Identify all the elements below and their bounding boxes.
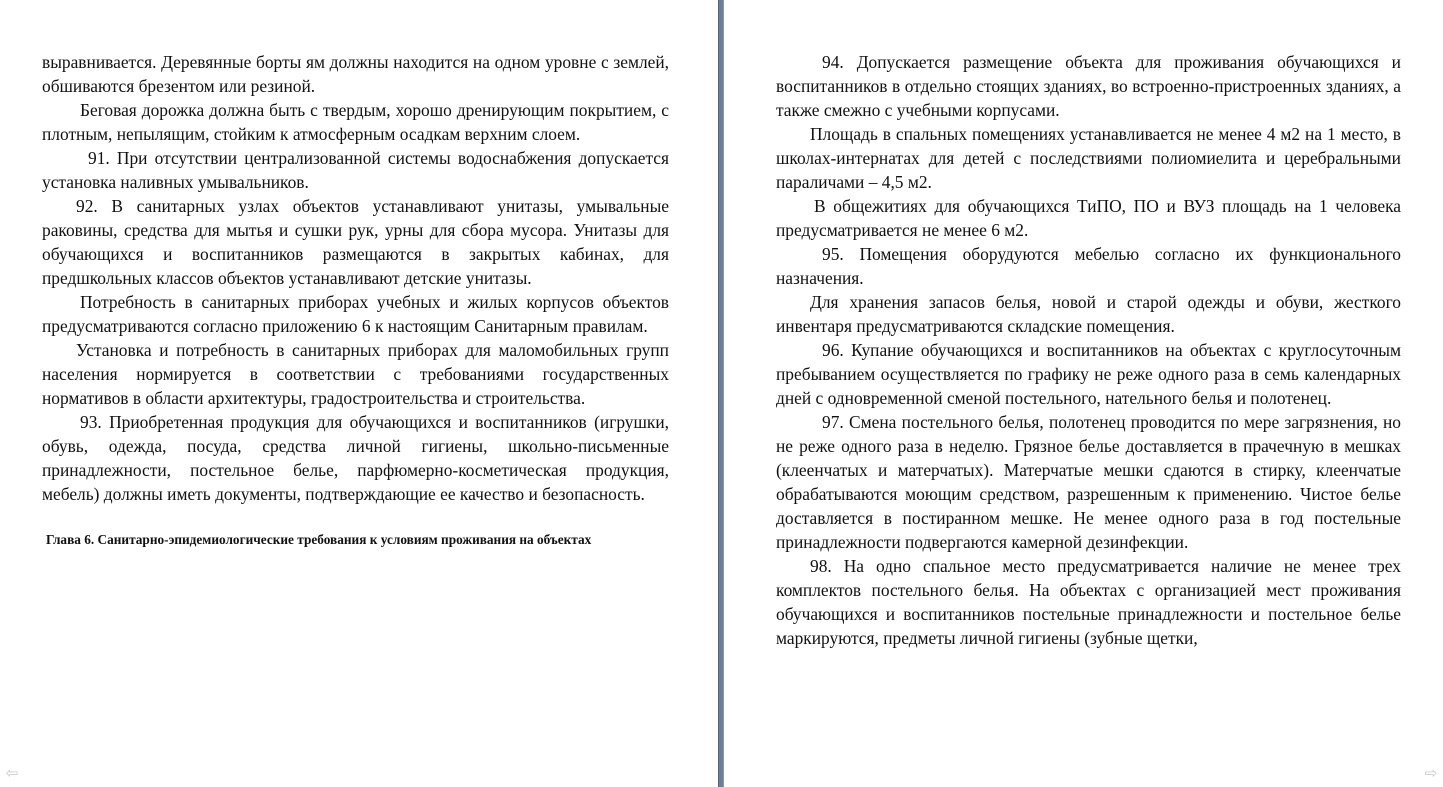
- right-page: [724, 0, 1443, 787]
- left-page-text: [42, 50, 669, 549]
- paragraph: Установка и потребность в санитарных приборах для маломобильных групп населения нормируется в соответствии с требованиями государственных нормативов в области архитектуры, градостроительства и строительства.: [42, 340, 669, 408]
- paragraph: В общежитиях для обучающихся ТиПО, ПО и ВУЗ площадь на 1 человека предусматривается не менее 6 м2.: [776, 196, 1401, 240]
- paragraph: 91. При отсутствии централизованной системы водоснабжения допускается установка наливных умывальников.: [42, 148, 669, 192]
- paragraph: 92. В санитарных узлах объектов устанавливают унитазы, умывальные раковины, средства для мытья и сушки рук, урны для сбора мусора. Унитазы для обучающихся и воспитанников размещаются в закрытых кабинах, для предшкольных классов объектов устанавливают детские унитазы.: [42, 196, 669, 288]
- paragraph: Беговая дорожка должна быть с твердым, хорошо дренирующим покрытием, с плотным, непылящим, стойким к атмосферным осадкам верхним слоем.: [42, 100, 669, 144]
- paragraph: Для хранения запасов белья, новой и старой одежды и обуви, жесткого инвентаря предусматриваются складские помещения.: [776, 292, 1401, 336]
- paragraph: 93. Приобретенная продукция для обучающихся и воспитанников (игрушки, обувь, одежда, посуда, средства личной гигиены, школьно-письменные принадлежности, постельное белье, парфюмерно-косметическая продукция, мебель) должны иметь документы, подтверждающие ее качество и безопасность.: [42, 412, 669, 504]
- chapter-heading: Глава 6. Санитарно-эпидемиологические требования к условиям проживания на объектах: [46, 532, 592, 547]
- paragraph: Площадь в спальных помещениях устанавливается не менее 4 м2 на 1 место, в школах-интернатах для детей с последствиями полиомиелита и церебральными параличами – 4,5 м2.: [776, 124, 1401, 192]
- paragraph: Потребность в санитарных приборах учебных и жилых корпусов объектов предусматриваются согласно приложению 6 к настоящим Санитарным правилам.: [42, 292, 669, 336]
- paragraph: 94. Допускается размещение объекта для проживания обучающихся и воспитанников в отдельно стоящих зданиях, во встроенно-пристроенных зданиях, а также смежно с учебными корпусами.: [776, 52, 1401, 120]
- arrow-left-icon[interactable]: ⇦: [5, 764, 19, 782]
- paragraph: выравнивается. Деревянные борты ям должны находится на одном уровне с землей, обшиваются брезентом или резиной.: [42, 52, 669, 96]
- arrow-right-icon[interactable]: ⇨: [1424, 764, 1438, 782]
- right-page-text: [776, 50, 1401, 650]
- left-page: [0, 0, 718, 787]
- paragraph: 97. Смена постельного белья, полотенец проводится по мере загрязнения, но не реже одного раза в неделю. Грязное белье доставляется в прачечную в мешках (клеенчатых и матерчатых). Матерчатые мешки сдаются в стирку, клеенчатые обрабатываются моющим средством, разрешенным к применению. Чистое белье доставляется в постиранном мешке. Не менее одного раза в год постельные принадлежности подвергаются камерной дезинфекции.: [776, 412, 1401, 552]
- paragraph: 98. На одно спальное место предусматривается наличие не менее трех комплектов постельного белья. На объектах с организацией мест проживания обучающихся и воспитанников постельные принадлежности и постельное белье маркируются, предметы личной гигиены (зубные щетки,: [776, 556, 1401, 648]
- paragraph: 95. Помещения оборудуются мебелью согласно их функционального назначения.: [776, 244, 1401, 288]
- paragraph: 96. Купание обучающихся и воспитанников на объектах с круглосуточным пребыванием осуществляется по графику не реже одного раза в семь календарных дней с одновременной сменой постельного, нательного белья и полотенец.: [776, 340, 1401, 408]
